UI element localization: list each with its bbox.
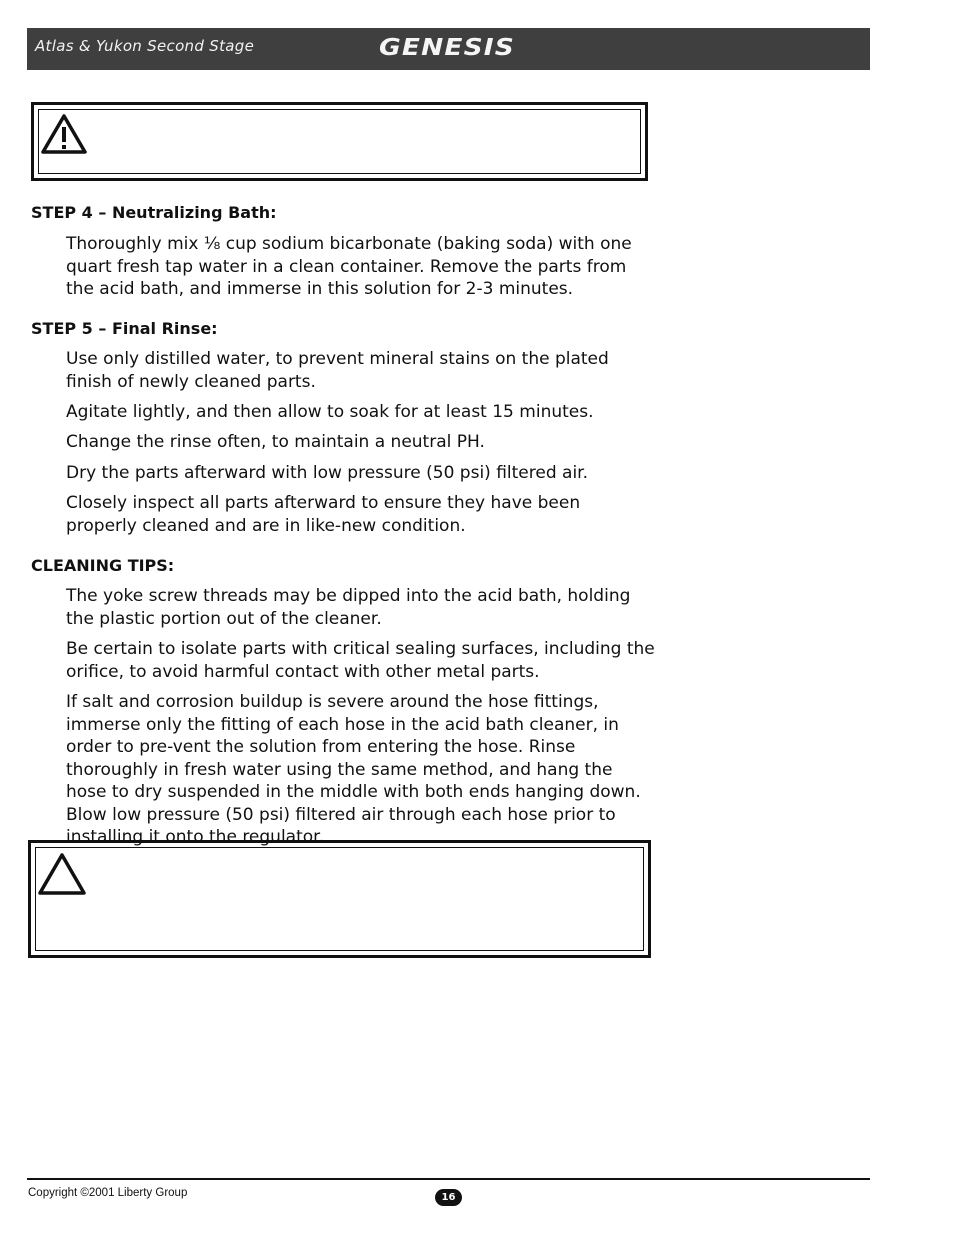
document-title: Atlas & Yukon Second Stage <box>35 37 255 55</box>
step5-heading: STEP 5 – Final Rinse: <box>31 319 218 338</box>
cleaning-tip-paragraph: Be certain to isolate parts with critical sealing surfaces, including the orifice, to avoid harmful contact with other metal parts. <box>66 639 655 682</box>
step4-paragraph: Thoroughly mix ⅛ cup sodium bicarbonate (baking soda) with one quart fresh tap water in a clean container. Remove the parts from the acid bath, and immerse in this solution for 2-3 minutes. <box>66 234 632 299</box>
caution-box-inner-border <box>35 847 644 951</box>
cleaning-tip-paragraph: The yoke screw threads may be dipped into the acid bath, holding the plastic portion out of the cleaner. <box>66 586 631 629</box>
page-header <box>27 28 870 70</box>
cleaning-tips-heading: CLEANING TIPS: <box>31 556 175 575</box>
step5-paragraph: Change the rinse often, to maintain a neutral PH. <box>66 432 485 452</box>
step5-paragraph: Agitate lightly, and then allow to soak for at least 15 minutes. <box>66 402 594 422</box>
warning-triangle-icon <box>40 113 88 155</box>
brand-logo: GENESIS <box>379 35 515 61</box>
caution-triangle-icon <box>37 852 87 896</box>
page-number-badge: 16 <box>435 1189 462 1206</box>
cleaning-tip-paragraph: If salt and corrosion buildup is severe around the hose fittings, immerse only the fitting of each hose in the acid bath cleaner, in order to pre-vent the solution from entering the hose. Rinse thoroughly in fresh water using the same method, and hang the hose to dry suspended in the middle with both ends hanging down. Blow low pressure (50 psi) filtered air through each hose prior to installing it onto the regulator. <box>66 692 641 847</box>
copyright-text: Copyright ©2001 Liberty Group <box>28 1187 188 1199</box>
step5-paragraph: Closely inspect all parts afterward to ensure they have been properly cleaned and are in like-new condition. <box>66 493 581 536</box>
warning-box-inner-border <box>38 109 641 174</box>
step4-heading: STEP 4 – Neutralizing Bath: <box>31 203 277 222</box>
caution-box <box>28 840 651 958</box>
warning-box <box>31 102 648 181</box>
step5-paragraph: Dry the parts afterward with low pressure (50 psi) filtered air. <box>66 463 589 483</box>
footer-divider <box>27 1178 870 1180</box>
step5-paragraph: Use only distilled water, to prevent mineral stains on the plated finish of newly cleaned parts. <box>66 349 609 392</box>
